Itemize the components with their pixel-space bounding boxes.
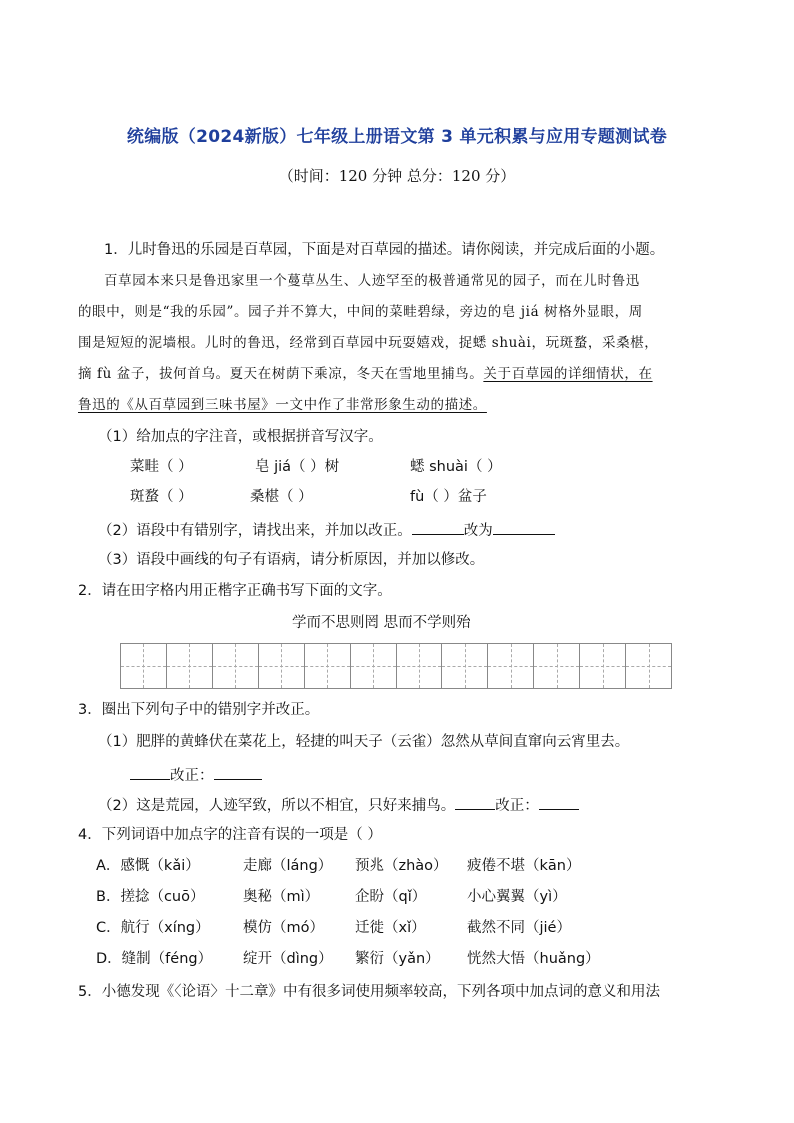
answer-blank[interactable] <box>130 764 170 780</box>
q1-pinyin-cell: 桑椹（ ） <box>250 489 313 505</box>
q1-passage-line-3: 围是短短的泥墙根。儿时的鲁迅，经常到百草园中玩耍嬉戏，捉蟋 shuài，玩斑蝥，采桑椹， <box>78 335 659 351</box>
q1-passage-line-1: 百草园本来只是鲁迅家里一个蔓草丛生、人迹罕至的极普通常见的园子，而在儿时鲁迅 <box>104 273 640 289</box>
q1-sub1: （1）给加点的字注音，或根据拼音写汉字。 <box>98 429 383 445</box>
q4-option-a-item: A．感慨（kǎi） <box>96 858 200 874</box>
tianzige-cell[interactable] <box>305 644 351 688</box>
q4-option-c-item: 截然不同（jié） <box>467 920 571 936</box>
q4-option-d-item: 恍然大悟（huǎng） <box>467 951 600 967</box>
document-subtitle: （时间：120 分钟 总分：120 分） <box>278 167 516 185</box>
q2-text: 学而不思则罔 思而不学则殆 <box>292 615 471 631</box>
tianzige-cell[interactable] <box>488 644 534 688</box>
tianzige-cell[interactable] <box>167 644 213 688</box>
q4-option-b-item: 奥秘（mì） <box>243 889 320 905</box>
q1-pinyin-cell: fù（ ）盆子 <box>410 489 487 505</box>
answer-blank[interactable] <box>539 794 579 810</box>
tianzige-grid[interactable] <box>120 643 672 689</box>
q1-passage-line-4-text: 摘 fù 盆子，拔何首乌。夏天在树荫下乘凉，冬天在雪地里捕鸟。 <box>78 366 484 382</box>
q2-stem: 2．请在田字格内用正楷字正确书写下面的文字。 <box>78 583 392 599</box>
q4-option-a-item: 疲倦不堪（kān） <box>467 858 581 874</box>
tianzige-cell[interactable] <box>259 644 305 688</box>
tianzige-cell[interactable] <box>121 644 167 688</box>
answer-blank[interactable] <box>493 519 555 535</box>
q4-option-c-item: C．航行（xíng） <box>96 920 210 936</box>
q1-pinyin-cell: 皂 jiá（ ）树 <box>255 459 340 475</box>
q1-sub2 <box>98 519 555 541</box>
q4-option-b-item: 企盼（qǐ） <box>355 889 427 905</box>
tianzige-cell[interactable] <box>213 644 259 688</box>
q4-option-c-item: 迁徙（xǐ） <box>355 920 426 936</box>
tianzige-cell[interactable] <box>351 644 397 688</box>
q1-pinyin-cell: 蟋 shuài（ ） <box>410 459 502 475</box>
q4-option-b-item: B．搓捻（cuō） <box>96 889 205 905</box>
q4-option-d-item: 绽开（dìng） <box>243 951 333 967</box>
q1-sub3: （3）语段中画线的句子有语病，请分析原因，并加以修改。 <box>98 552 485 568</box>
document-title: 统编版（2024新版）七年级上册语文第 3 单元积累与应用专题测试卷 <box>126 127 668 147</box>
q4-option-a-item: 走廊（láng） <box>243 858 333 874</box>
q1-passage-line-2: 的眼中，则是“我的乐园”。园子并不算大，中间的菜畦碧绿，旁边的皂 jiá 树格外显眼，周 <box>78 304 643 320</box>
q4-stem: 4．下列词语中加点字的注音有误的一项是（ ） <box>78 827 382 843</box>
q3-stem: 3．圈出下列句子中的错别字并改正。 <box>78 702 320 718</box>
q4-option-d-item: 繁衍（yǎn） <box>355 951 440 967</box>
q3-fix-label: 改正： <box>170 768 214 784</box>
q4-option-a-item: 预兆（zhào） <box>355 858 448 874</box>
q1-underlined-sentence-part-2: 鲁迅的《从百草园到三味书屋》一文中作了非常形象生动的描述。 <box>78 397 487 413</box>
q3-fix-label: 改正： <box>495 798 539 814</box>
q3-sentence-2-text: （2）这是荒园，人迹罕致，所以不相宜，只好来捕鸟。 <box>98 798 456 814</box>
q3-sentence-1: （1）肥胖的黄蜂伏在菜花上，轻捷的叫天子（云雀）忽然从草间直窜向云宵里去。 <box>98 734 630 750</box>
q1-sub2-text: （2）语段中有错别字，请找出来，并加以改正。 <box>98 523 412 539</box>
tianzige-cell[interactable] <box>397 644 443 688</box>
q1-passage-line-4 <box>78 364 653 384</box>
q1-sub2-mid: 改为 <box>463 523 493 539</box>
q5-stem: 5．小德发现《〈论语〉十二章》中有很多词使用频率较高，下列各项中加点词的意义和用法 <box>78 984 660 1000</box>
answer-blank[interactable] <box>214 764 262 780</box>
q4-option-b-item: 小心翼翼（yì） <box>467 889 567 905</box>
q3-sentence-2 <box>98 794 579 816</box>
answer-blank[interactable] <box>455 794 495 810</box>
q4-option-c-item: 模仿（mó） <box>243 920 324 936</box>
answer-blank[interactable] <box>412 519 464 535</box>
tianzige-cell[interactable] <box>534 644 580 688</box>
tianzige-cell[interactable] <box>442 644 488 688</box>
q1-underlined-sentence-part-1: 关于百草园的详细情状，在 <box>483 366 653 382</box>
q3-sentence-1-fix <box>130 764 262 786</box>
tianzige-cell[interactable] <box>580 644 626 688</box>
q4-option-d-item: D．缝制（féng） <box>96 951 213 967</box>
q1-pinyin-cell: 斑蝥（ ） <box>130 489 193 505</box>
q1-stem: 1．儿时鲁迅的乐园是百草园，下面是对百草园的描述。请你阅读，并完成后面的小题。 <box>104 242 665 258</box>
q1-pinyin-cell: 菜畦（ ） <box>130 459 193 475</box>
tianzige-cell[interactable] <box>626 644 671 688</box>
